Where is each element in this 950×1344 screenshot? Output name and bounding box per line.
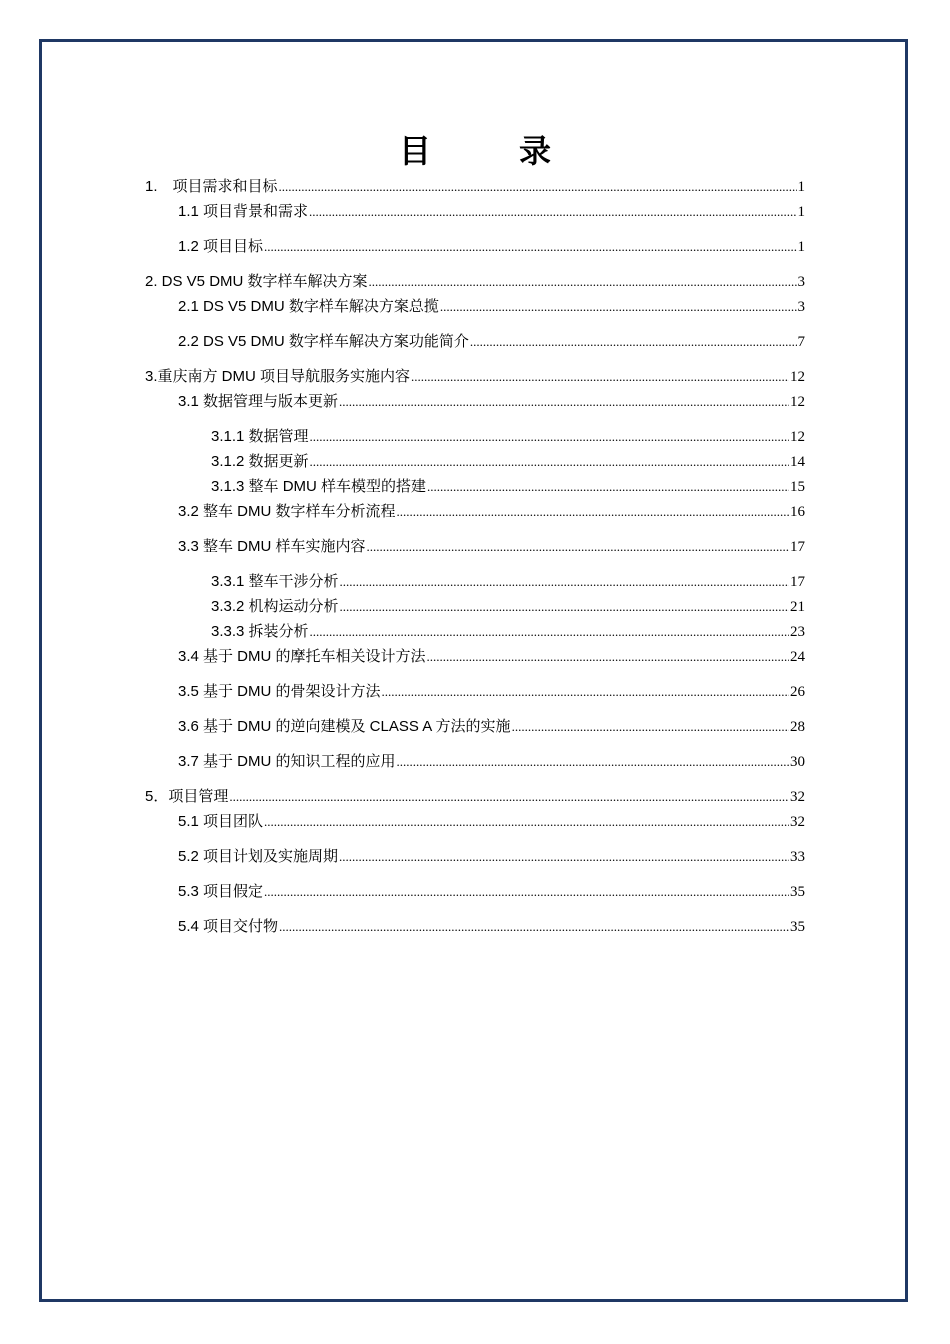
- toc-dot-leader: [369, 273, 797, 291]
- toc-dot-leader: [339, 848, 789, 866]
- toc-dot-leader: [279, 918, 789, 936]
- toc-entry-text: 3.3.3 拆装分析: [211, 623, 309, 640]
- toc-page-number: 12: [790, 369, 805, 385]
- toc-entry-text: 5．项目管理: [145, 788, 229, 805]
- toc-entry[interactable]: [178, 298, 805, 316]
- toc-entry[interactable]: [211, 453, 805, 471]
- toc-page-number: 17: [790, 574, 805, 590]
- toc-dot-leader: [512, 718, 789, 736]
- toc-dot-leader: [397, 753, 789, 771]
- toc-dot-leader: [264, 238, 796, 256]
- page-border: [39, 39, 908, 1302]
- toc-page-number: 32: [790, 789, 805, 805]
- toc-entry[interactable]: [178, 918, 805, 936]
- toc-page-number: 1: [797, 204, 805, 220]
- toc-dot-leader: [340, 573, 789, 591]
- toc-entry-text: 5.1 项目团队: [178, 813, 264, 830]
- toc-entry-text: 5.4 项目交付物: [178, 918, 279, 935]
- toc-entry[interactable]: [211, 598, 805, 616]
- toc-entry[interactable]: [178, 848, 805, 866]
- toc-dot-leader: [279, 178, 797, 196]
- toc-page-number: 23: [790, 624, 805, 640]
- toc-entry-text: 3.3.2 机构运动分析: [211, 598, 339, 615]
- toc-dot-leader: [339, 393, 789, 411]
- toc-entry[interactable]: [178, 503, 805, 521]
- toc-entry[interactable]: [178, 538, 805, 556]
- toc-entry[interactable]: [211, 478, 805, 496]
- toc-entry[interactable]: [178, 883, 805, 901]
- toc-dot-leader: [309, 203, 796, 221]
- toc-page-number: 21: [790, 599, 805, 615]
- toc-entry-text: 3.1.2 数据更新: [211, 453, 309, 470]
- toc-dot-leader: [264, 813, 789, 831]
- toc-page-number: 15: [790, 479, 805, 495]
- toc-dot-leader: [367, 538, 789, 556]
- toc-entry-text: 3.1 数据管理与版本更新: [178, 393, 339, 410]
- toc-entry[interactable]: [178, 238, 805, 256]
- toc-entry-text: 3.3.1 整车干涉分析: [211, 573, 339, 590]
- toc-page-number: 7: [797, 334, 805, 350]
- toc-page-number: 1: [797, 179, 805, 195]
- toc-page-number: 26: [790, 684, 805, 700]
- toc-entry[interactable]: [145, 273, 805, 291]
- toc-entry[interactable]: [178, 393, 805, 411]
- toc-page-number: 28: [790, 719, 805, 735]
- toc-entry[interactable]: [211, 623, 805, 641]
- toc-entry[interactable]: [178, 753, 805, 771]
- toc-dot-leader: [229, 788, 789, 806]
- toc-dot-leader: [340, 598, 789, 616]
- toc-page-number: 24: [790, 649, 805, 665]
- toc-entry-text: 1.2 项目目标: [178, 238, 264, 255]
- toc-page-number: 12: [790, 429, 805, 445]
- toc-entry-text: 2.2 DS V5 DMU 数字样车解决方案功能简介: [178, 333, 469, 350]
- toc-page-number: 16: [790, 504, 805, 520]
- toc-page-number: 32: [790, 814, 805, 830]
- toc-entry[interactable]: [145, 368, 805, 386]
- toc-entry[interactable]: [178, 203, 805, 221]
- toc-entry-text: 3.6 基于 DMU 的逆向建模及 CLASS A 方法的实施: [178, 718, 511, 735]
- toc-page-number: 35: [790, 919, 805, 935]
- toc-page-number: 14: [790, 454, 805, 470]
- toc-entry-text: 1.1 项目背景和需求: [178, 203, 309, 220]
- toc-dot-leader: [470, 333, 797, 351]
- toc-page-number: 35: [790, 884, 805, 900]
- toc-dot-leader: [264, 883, 789, 901]
- toc-page-number: 3: [797, 274, 805, 290]
- toc-dot-leader: [411, 368, 789, 386]
- toc-dot-leader: [440, 298, 797, 316]
- toc-dot-leader: [310, 453, 789, 471]
- toc-entry[interactable]: [178, 683, 805, 701]
- toc-entry-text: 3.3 整车 DMU 样车实施内容: [178, 538, 366, 555]
- toc-entry-text: 3.1.3 整车 DMU 样车模型的搭建: [211, 478, 427, 495]
- toc-page-number: 33: [790, 849, 805, 865]
- toc-entry[interactable]: [178, 648, 805, 666]
- toc-entry[interactable]: [211, 428, 805, 446]
- toc-entry[interactable]: [145, 178, 805, 196]
- toc-entry-text: 2. DS V5 DMU 数字样车解决方案: [145, 273, 368, 290]
- toc-entry[interactable]: [178, 813, 805, 831]
- toc-page-number: 3: [797, 299, 805, 315]
- toc-dot-leader: [382, 683, 789, 701]
- toc-entry-text: 3.重庆南方 DMU 项目导航服务实施内容: [145, 368, 411, 385]
- toc-dot-leader: [427, 478, 789, 496]
- toc-entry-text: 3.7 基于 DMU 的知识工程的应用: [178, 753, 396, 770]
- toc-entry-text: 3.1.1 数据管理: [211, 428, 309, 445]
- toc-entry[interactable]: [145, 788, 805, 806]
- toc-page-number: 12: [790, 394, 805, 410]
- toc-entry-text: 2.1 DS V5 DMU 数字样车解决方案总揽: [178, 298, 439, 315]
- toc-dot-leader: [310, 428, 789, 446]
- toc-entry-text: 3.5 基于 DMU 的骨架设计方法: [178, 683, 381, 700]
- toc-entry-text: 3.4 基于 DMU 的摩托车相关设计方法: [178, 648, 426, 665]
- toc-entry-text: 3.2 整车 DMU 数字样车分析流程: [178, 503, 396, 520]
- toc-page-number: 17: [790, 539, 805, 555]
- toc-entry[interactable]: [178, 718, 805, 736]
- toc-dot-leader: [310, 623, 789, 641]
- toc-entry-text: 5.2 项目计划及实施周期: [178, 848, 339, 865]
- toc-page-number: 30: [790, 754, 805, 770]
- toc-dot-leader: [397, 503, 789, 521]
- toc-page-number: 1: [797, 239, 805, 255]
- toc-entry[interactable]: [178, 333, 805, 351]
- toc-entry[interactable]: [211, 573, 805, 591]
- toc-entry-text: 1. 项目需求和目标: [145, 178, 278, 195]
- toc-dot-leader: [427, 648, 789, 666]
- toc-title: 目 录: [398, 132, 579, 170]
- toc-entry-text: 5.3 项目假定: [178, 883, 264, 900]
